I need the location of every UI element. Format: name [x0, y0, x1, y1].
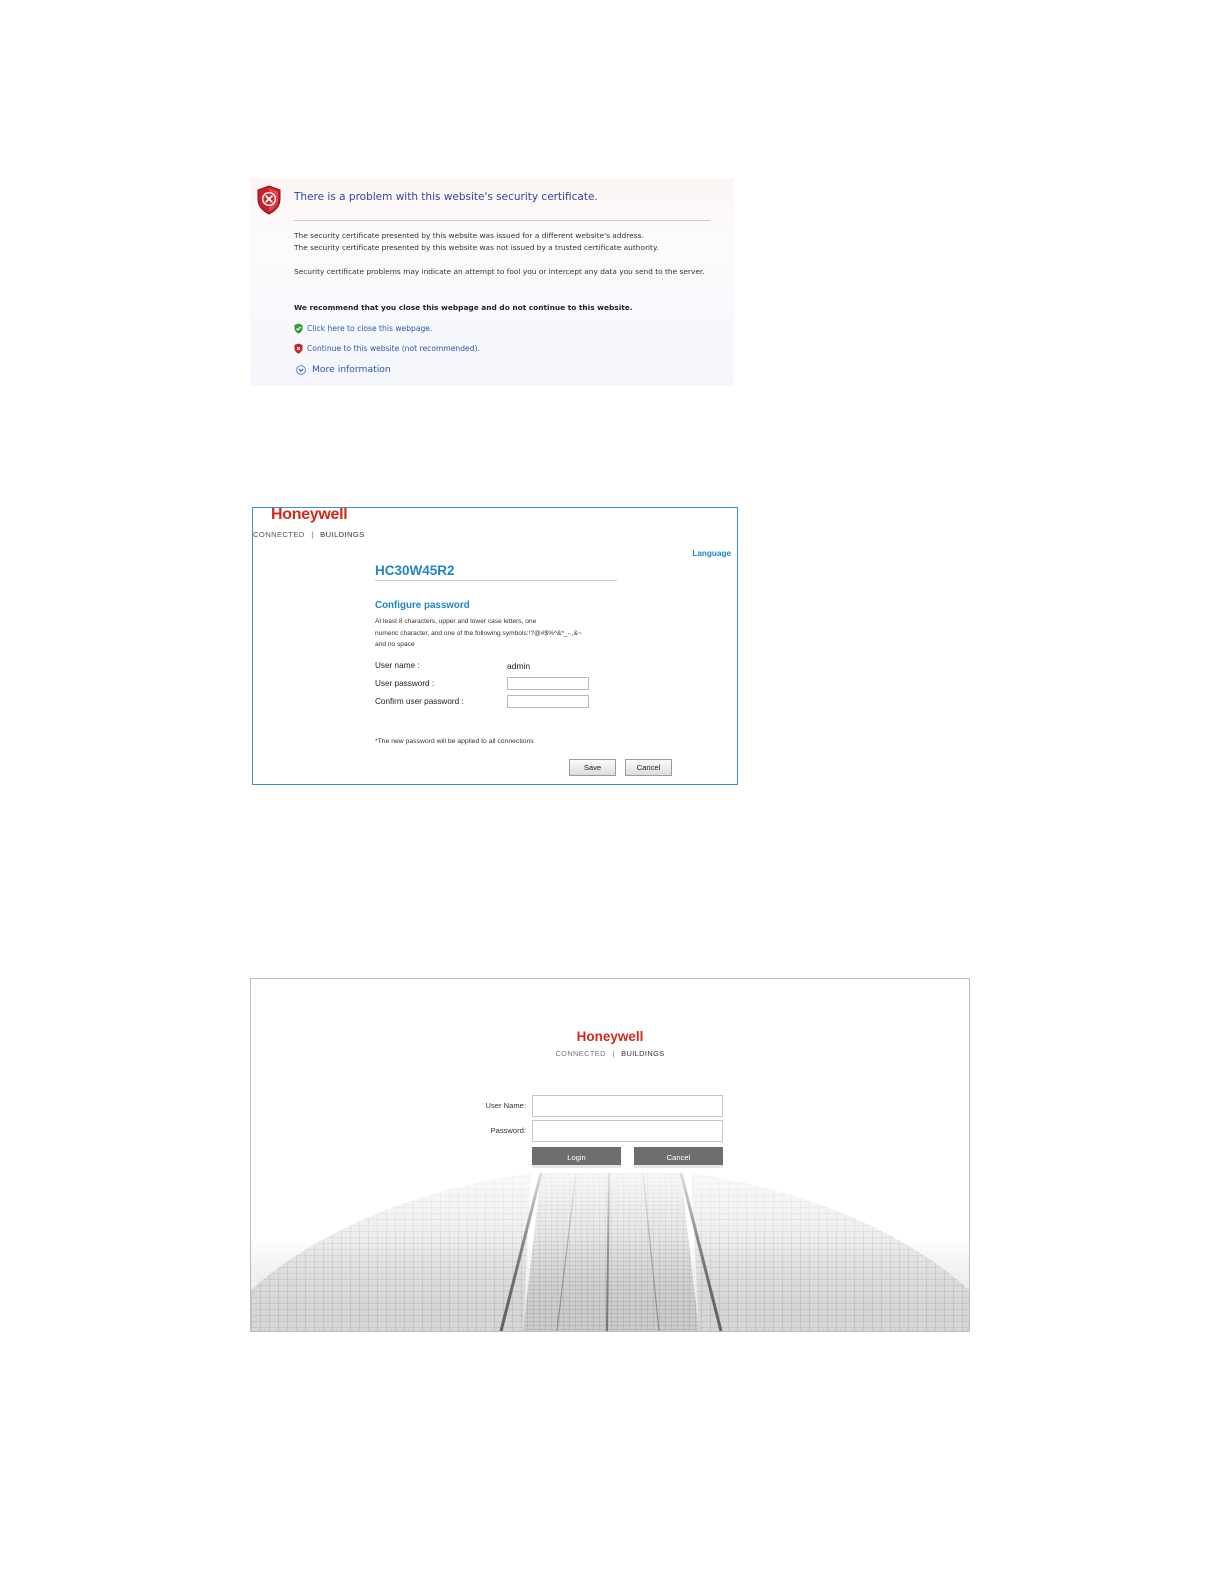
login-button[interactable]: Login	[532, 1147, 621, 1168]
certificate-warning-panel	[250, 178, 734, 386]
cancel-button[interactable]: Cancel	[625, 759, 672, 776]
tagline-separator: |	[311, 530, 314, 539]
close-webpage-link[interactable]	[294, 323, 432, 334]
configure-password-title: Configure password	[375, 600, 470, 611]
device-name-heading: HC30W45R2	[375, 563, 455, 578]
confirm-password-label: Confirm user password :	[375, 697, 464, 706]
password-requirements-line-3: and no space	[375, 641, 415, 648]
honeywell-logo: Honeywell	[271, 507, 348, 523]
heading-divider	[375, 580, 617, 581]
password-note: *The new password will be applied to all connections	[375, 738, 534, 745]
confirm-password-input[interactable]	[507, 695, 589, 708]
username-input[interactable]	[532, 1095, 723, 1117]
password-input[interactable]	[532, 1120, 723, 1142]
username-label: User Name:	[485, 1101, 526, 1110]
save-button[interactable]: Save	[569, 759, 616, 776]
recommendation-text: We recommend that you close this webpage and do not continue to this website.	[294, 303, 633, 312]
password-requirements-line-1: At least 8 characters, upper and lower case letters, one	[375, 618, 537, 625]
close-webpage-link-label: Click here to close this webpage.	[307, 324, 433, 333]
password-requirements-line-2: numeric character, and one of the following symbols:!?@#$%^&*_-.,&~	[375, 629, 582, 637]
tagline-buildings: BUILDINGS	[621, 1049, 665, 1058]
password-requirements	[375, 616, 625, 651]
certificate-issue-line-1: The security certificate presented by this website was issued for a different website's address.	[294, 231, 644, 240]
certificate-explanation: Security certificate problems may indicate an attempt to fool you or intercept any data you send to the server.	[294, 267, 705, 276]
tagline-connected: CONNECTED	[253, 530, 305, 539]
username-value: admin	[507, 661, 531, 671]
building-background-image	[251, 1165, 969, 1331]
user-password-label: User password :	[375, 679, 435, 688]
certificate-error-title: There is a problem with this website's security certificate.	[294, 191, 598, 203]
certificate-issue-line-2: The security certificate presented by this website was not issued by a trusted certificate authority.	[294, 243, 659, 252]
tagline-connected: CONNECTED	[555, 1049, 606, 1058]
password-label: Password:	[490, 1126, 526, 1135]
continue-to-website-link[interactable]	[294, 343, 480, 354]
honeywell-logo: Honeywell	[576, 1029, 644, 1044]
cancel-button[interactable]: Cancel	[634, 1147, 723, 1168]
configure-password-panel	[252, 507, 738, 785]
security-error-shield-icon	[256, 185, 282, 215]
username-label: User name :	[375, 661, 420, 670]
title-divider	[294, 220, 710, 221]
red-shield-x-icon	[294, 343, 303, 354]
expand-chevron-icon	[296, 365, 306, 375]
user-password-input[interactable]	[507, 677, 589, 690]
connected-buildings-tagline	[253, 530, 365, 539]
tagline-separator: |	[612, 1049, 615, 1058]
login-panel	[250, 978, 970, 1332]
continue-to-website-link-label: Continue to this website (not recommended).	[307, 344, 480, 353]
more-information-label: More information	[312, 364, 391, 375]
green-shield-check-icon	[294, 323, 303, 334]
language-link[interactable]: Language	[692, 549, 731, 558]
connected-buildings-tagline	[251, 1049, 969, 1058]
tagline-buildings: BUILDINGS	[320, 530, 365, 539]
more-information-toggle[interactable]	[296, 364, 391, 375]
